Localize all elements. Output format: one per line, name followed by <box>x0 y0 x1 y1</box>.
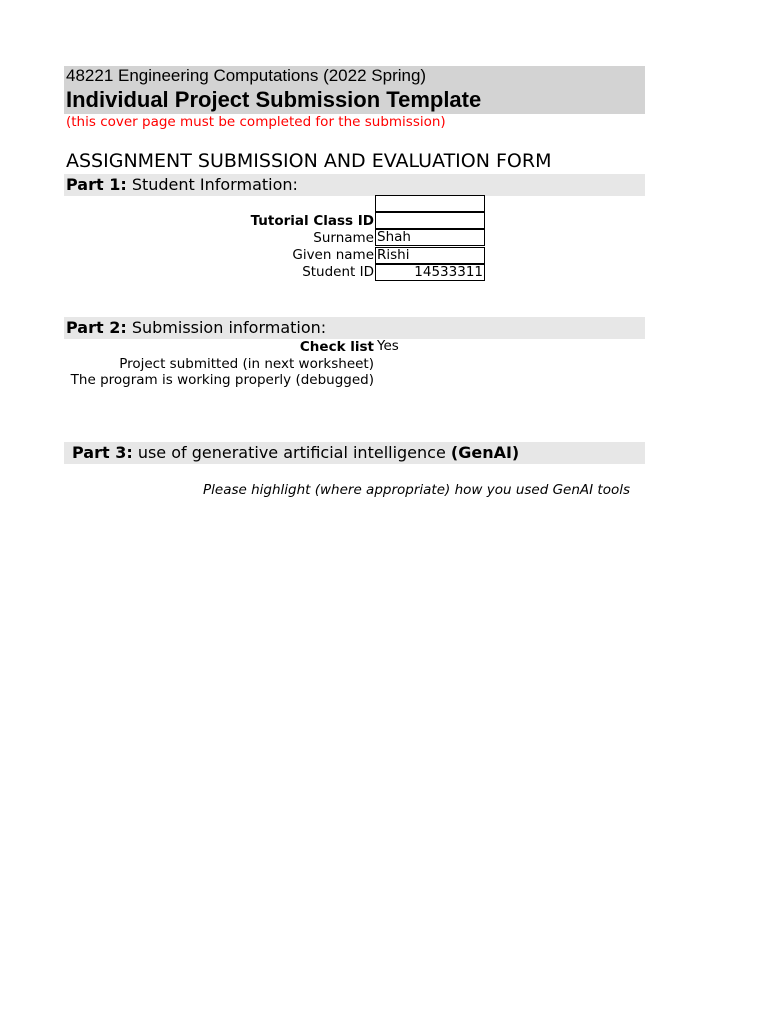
part3-title: use of generative artificial intelligence <box>137 443 446 462</box>
given-name-field[interactable]: Rishi <box>375 247 485 264</box>
checklist-item-program-working: The program is working properly (debugged) <box>70 372 374 388</box>
student-id-label: Student ID <box>302 264 374 280</box>
student-id-field[interactable]: 14533311 <box>375 264 485 281</box>
genai-note-cell <box>64 480 647 500</box>
genai-note: Please highlight (where appropriate) how you used GenAI tools <box>203 482 631 498</box>
form-heading: ASSIGNMENT SUBMISSION AND EVALUATION FORM <box>66 150 552 172</box>
checklist-item-project-submitted: Project submitted (in next worksheet) <box>119 356 374 372</box>
checklist-label: Check list <box>299 339 374 355</box>
document-title: Individual Project Submission Template <box>66 87 482 112</box>
blank-cell[interactable] <box>375 195 485 212</box>
course-title: 48221 Engineering Computations (2022 Spring) <box>66 66 427 85</box>
part3-prefix: Part 3: <box>72 443 133 462</box>
surname-field[interactable]: Shah <box>375 229 485 246</box>
part2-header <box>64 317 645 339</box>
part2-title: Submission information: <box>131 318 327 337</box>
part3-header <box>64 442 645 464</box>
tutorial-class-id-field[interactable] <box>375 212 485 229</box>
checklist-value[interactable]: Yes <box>377 338 399 354</box>
checklist-item-program-working-cell <box>64 372 375 392</box>
cover-page-note: (this cover page must be completed for the submission) <box>66 114 446 130</box>
tutorial-class-id-label: Tutorial Class ID <box>250 213 374 229</box>
part2-prefix: Part 2: <box>66 318 127 337</box>
part3-suffix: (GenAI) <box>450 443 520 462</box>
part1-title: Student Information: <box>131 175 298 194</box>
part1-prefix: Part 1: <box>66 175 127 194</box>
given-name-label: Given name <box>292 247 374 263</box>
surname-label: Surname <box>313 230 374 246</box>
part1-header <box>64 174 645 196</box>
